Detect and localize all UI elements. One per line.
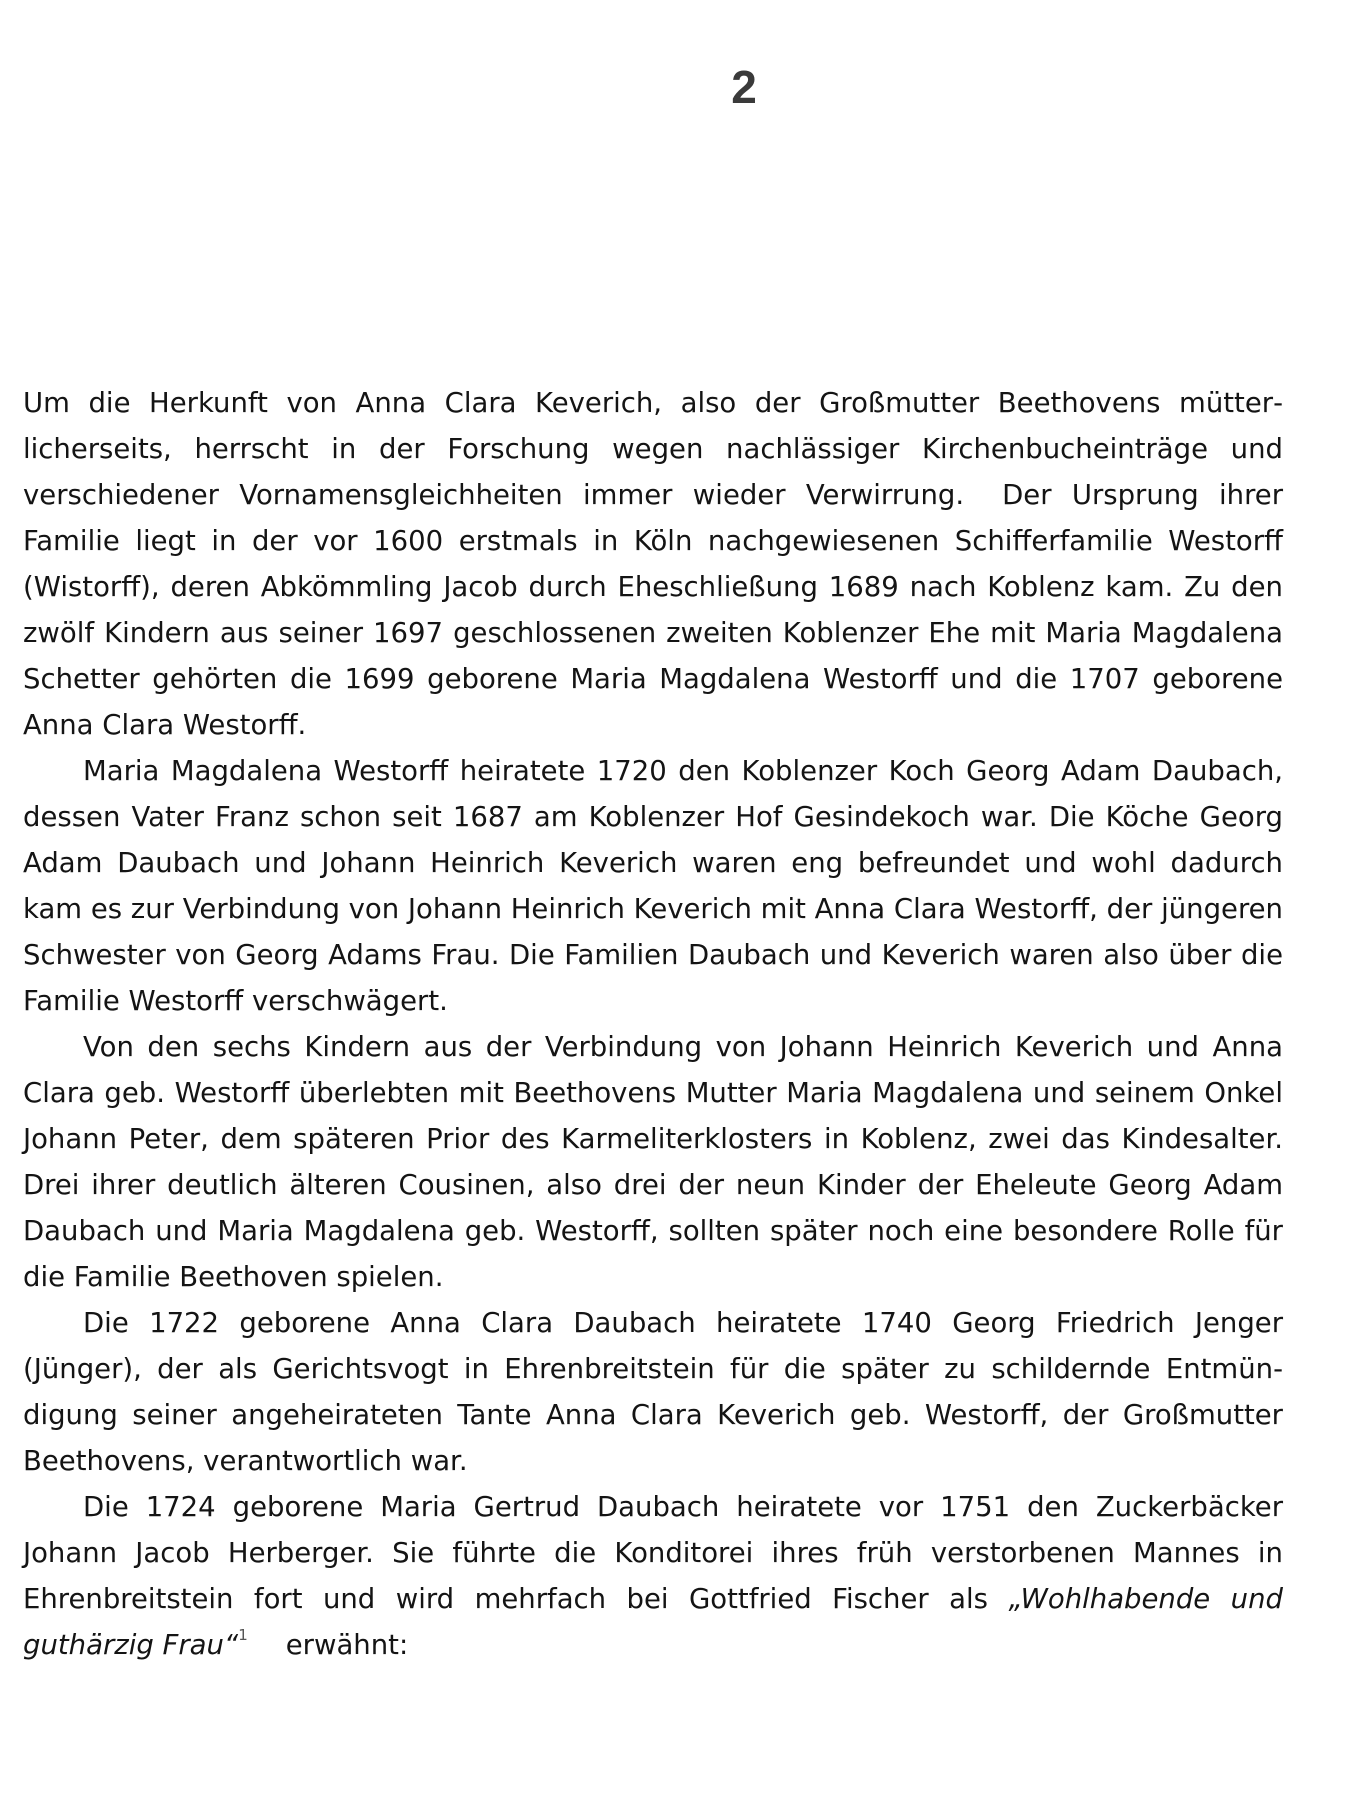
paragraph-2: Maria Magdalena Westorff heiratete 1720 den Koblenzer Koch Georg Adam Daubach, dessen Vater Franz schon seit 1687 am Koblenzer Hof Gesindekoch war. Die Köche Georg Adam Daubach und Johann Heinrich Keverich waren eng befreundet und wohl dadurch kam es zur Verbindung von Johann Heinrich Keverich mit Anna Clara Westorff, der jüngeren Schwester von Georg Adams Frau. Die Familien Daubach und Keverich waren also über die Familie Westorff verschwägert.	[23, 755, 1283, 1017]
paragraph-3: Von den sechs Kindern aus der Verbindung von Johann Heinrich Keverich und Anna Clara geb. Westorff überlebten mit Beethovens Mutter Maria Magdalena und seinem Onkel Johann Peter, dem späteren Prior des Karmeliterklosters in Koblenz, zwei das Kindesalter. Drei ihrer deutlich älteren Cousinen, also drei der neun Kinder der Eheleute Georg Adam Daubach und Maria Magdalena geb. Westorff, sollten später noch eine besondere Rolle für die Familie Beethoven spielen.	[23, 1031, 1283, 1293]
paragraph-1-part2: Der Ursprung ihrer Familie liegt in der vor 1600 erstmals in Köln nachgewiesenen Schifferfamilie Westorff (Wistorff), deren Abkömmling Jacob durch Eheschließung 1689 nach Koblenz kam. Zu den zwölf Kindern aus seiner 1697 geschlossenen zweiten Koblenzer Ehe mit Maria Magdalena Schetter gehörten die 1699 geborene Maria Magdalena Westorff und die 1707 geborene Anna Clara Westorff.	[23, 479, 1283, 741]
fischer-quote: „Wohlhabende und guthärzig Frau“	[23, 1583, 1283, 1661]
paragraph-5-tail: erwähnt:	[285, 1629, 409, 1661]
paragraph-1	[23, 380, 1283, 748]
paragraph-1-part1: Um die Herkunft von Anna Clara Keverich, also der Großmutter Beethovens mütterlicherseits, herrscht in der Forschung wegen nachlässiger Kirchenbucheinträge und verschiedener Vornamensgleichheiten immer wieder Verwirrung.	[23, 387, 1283, 511]
paragraph-5-text: Die 1724 geborene Maria Gertrud Daubach heiratete vor 1751 den Zuckerbäcker Johann Jacob Herberger. Sie führte die Konditorei ihres früh verstorbenen Mannes in Ehrenbreitstein fort und wird mehrfach bei Gottfried Fischer als	[23, 1491, 1283, 1615]
page-number: 2	[731, 61, 757, 113]
paragraph-5	[23, 1484, 1283, 1668]
footnote-mark[interactable]: 1	[238, 1626, 248, 1644]
paragraph-4: Die 1722 geborene Anna Clara Daubach heiratete 1740 Georg Friedrich Jenger (Jünger), der als Gerichtsvogt in Ehrenbreitstein für die später zu schildernde Entmündigung seiner angeheirateten Tante Anna Clara Keverich geb. Westorff, der Großmutter Beethovens, verantwortlich war.	[23, 1307, 1283, 1477]
body-text	[23, 380, 1283, 1668]
